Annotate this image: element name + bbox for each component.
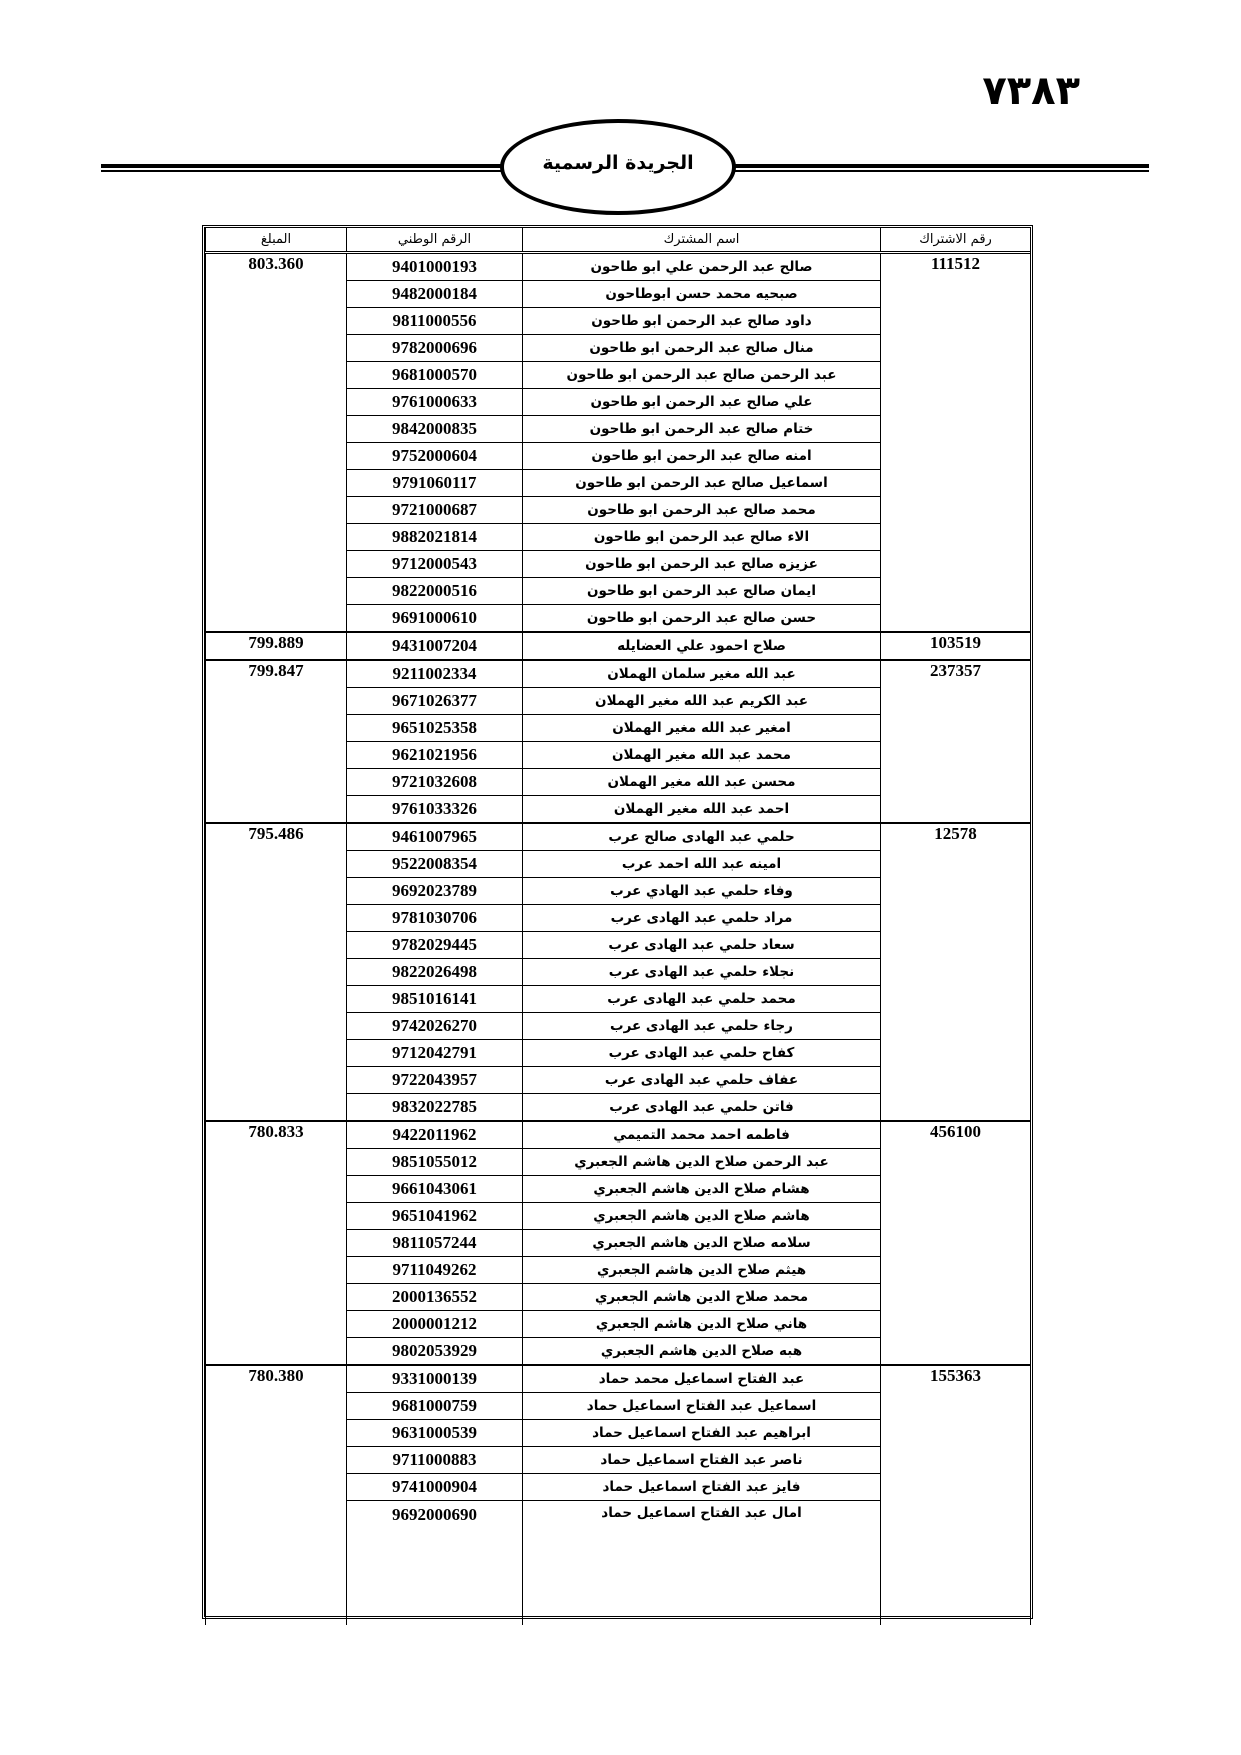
table-row bbox=[206, 253, 1031, 281]
subscription-number: 237357 bbox=[881, 660, 1031, 823]
national-id: 9811000556 bbox=[347, 308, 523, 335]
national-id: 9802053929 bbox=[347, 1338, 523, 1366]
page-number: ٧٣٨٣ bbox=[982, 68, 1080, 114]
national-id: 9331000139 bbox=[347, 1365, 523, 1393]
header-name: اسم المشترك bbox=[523, 228, 881, 253]
subscriber-name: الاء صالح عبد الرحمن ابو طاحون bbox=[523, 524, 881, 551]
table-header-row bbox=[206, 228, 1031, 253]
national-id: 9782000696 bbox=[347, 335, 523, 362]
national-id: 2000001212 bbox=[347, 1311, 523, 1338]
subscriber-name: مراد حلمي عبد الهادى عرب bbox=[523, 905, 881, 932]
national-id: 9631000539 bbox=[347, 1420, 523, 1447]
header-oval bbox=[500, 119, 736, 215]
national-id: 9422011962 bbox=[347, 1121, 523, 1149]
subscriber-name: وفاء حلمي عبد الهادي عرب bbox=[523, 878, 881, 905]
subscriber-name: عبد الكريم عبد الله مغير الهملان bbox=[523, 688, 881, 715]
national-id: 9722043957 bbox=[347, 1067, 523, 1094]
subscription-number: 103519 bbox=[881, 632, 1031, 660]
header-national-id: الرقم الوطني bbox=[347, 228, 523, 253]
header-subscription: رقم الاشتراك bbox=[881, 228, 1031, 253]
amount: 799.889 bbox=[206, 632, 347, 660]
national-id: 9782029445 bbox=[347, 932, 523, 959]
national-id: 9692023789 bbox=[347, 878, 523, 905]
national-id: 9721032608 bbox=[347, 769, 523, 796]
national-id: 9461007965 bbox=[347, 823, 523, 851]
subscriber-name: هبه صلاح الدين هاشم الجعبري bbox=[523, 1338, 881, 1366]
subscriber-name: صلاح احمود علي العضايله bbox=[523, 632, 881, 660]
national-id: 9832022785 bbox=[347, 1094, 523, 1122]
subscriber-name: محمد صالح عبد الرحمن ابو طاحون bbox=[523, 497, 881, 524]
national-id: 9711000883 bbox=[347, 1447, 523, 1474]
subscriber-name: علي صالح عبد الرحمن ابو طاحون bbox=[523, 389, 881, 416]
subscriber-name: ايمان صالح عبد الرحمن ابو طاحون bbox=[523, 578, 881, 605]
national-id: 9882021814 bbox=[347, 524, 523, 551]
national-id: 9752000604 bbox=[347, 443, 523, 470]
subscriber-name: احمد عبد الله مغير الهملان bbox=[523, 796, 881, 824]
table-row bbox=[206, 1121, 1031, 1149]
subscriber-name: عفاف حلمي عبد الهادى عرب bbox=[523, 1067, 881, 1094]
subscription-number: 111512 bbox=[881, 253, 1031, 633]
national-id: 9211002334 bbox=[347, 660, 523, 688]
national-id: 9742026270 bbox=[347, 1013, 523, 1040]
national-id: 9651041962 bbox=[347, 1203, 523, 1230]
subscriber-name: صبحيه محمد حسن ابوطاحون bbox=[523, 281, 881, 308]
subscriber-name: امغير عبد الله مغير الهملان bbox=[523, 715, 881, 742]
national-id: 9482000184 bbox=[347, 281, 523, 308]
national-id: 2000136552 bbox=[347, 1284, 523, 1311]
amount: 780.833 bbox=[206, 1121, 347, 1365]
subscriber-name: فاتن حلمي عبد الهادى عرب bbox=[523, 1094, 881, 1122]
national-id: 9431007204 bbox=[347, 632, 523, 660]
subscriber-name: اسماعيل صالح عبد الرحمن ابو طاحون bbox=[523, 470, 881, 497]
table-row bbox=[206, 632, 1031, 660]
subscriber-name: ناصر عبد الفتاح اسماعيل حماد bbox=[523, 1447, 881, 1474]
national-id: 9822026498 bbox=[347, 959, 523, 986]
amount: 803.360 bbox=[206, 253, 347, 633]
national-id: 9692000690 bbox=[347, 1501, 523, 1626]
national-id: 9681000759 bbox=[347, 1393, 523, 1420]
gazette-title: الجريدة الرسمية bbox=[542, 152, 694, 174]
subscriber-name: فاطمه احمد محمد التميمي bbox=[523, 1121, 881, 1149]
national-id: 9761000633 bbox=[347, 389, 523, 416]
subscriber-name: هاني صلاح الدين هاشم الجعبري bbox=[523, 1311, 881, 1338]
national-id: 9401000193 bbox=[347, 253, 523, 281]
subscription-number: 155363 bbox=[881, 1365, 1031, 1625]
subscriber-name: هشام صلاح الدين هاشم الجعبري bbox=[523, 1176, 881, 1203]
amount: 780.380 bbox=[206, 1365, 347, 1625]
subscription-number: 456100 bbox=[881, 1121, 1031, 1365]
subscriber-name: سلامه صلاح الدين هاشم الجعبري bbox=[523, 1230, 881, 1257]
table-body bbox=[206, 253, 1031, 1626]
subscriber-name: حلمي عبد الهادى صالح عرب bbox=[523, 823, 881, 851]
subscriber-name: عبد الفتاح اسماعيل محمد حماد bbox=[523, 1365, 881, 1393]
table-row bbox=[206, 660, 1031, 688]
national-id: 9671026377 bbox=[347, 688, 523, 715]
subscriber-name: داود صالح عبد الرحمن ابو طاحون bbox=[523, 308, 881, 335]
subscriber-name: محمد صلاح الدين هاشم الجعبري bbox=[523, 1284, 881, 1311]
subscriber-name: كفاح حلمي عبد الهادى عرب bbox=[523, 1040, 881, 1067]
subscriber-name: عبد الله مغير سلمان الهملان bbox=[523, 660, 881, 688]
national-id: 9712000543 bbox=[347, 551, 523, 578]
subscriber-name: امينه عبد الله احمد عرب bbox=[523, 851, 881, 878]
subscriber-name: نجلاء حلمي عبد الهادى عرب bbox=[523, 959, 881, 986]
subscriber-name: عزيزه صالح عبد الرحمن ابو طاحون bbox=[523, 551, 881, 578]
subscriber-name: منال صالح عبد الرحمن ابو طاحون bbox=[523, 335, 881, 362]
subscriber-name: عبد الرحمن صالح عبد الرحمن ابو طاحون bbox=[523, 362, 881, 389]
national-id: 9661043061 bbox=[347, 1176, 523, 1203]
national-id: 9851016141 bbox=[347, 986, 523, 1013]
table-row bbox=[206, 823, 1031, 851]
subscribers-table-frame bbox=[202, 225, 1033, 1619]
subscriber-name: اسماعيل عبد الفتاح اسماعيل حماد bbox=[523, 1393, 881, 1420]
subscriber-name: صالح عبد الرحمن علي ابو طاحون bbox=[523, 253, 881, 281]
amount: 799.847 bbox=[206, 660, 347, 823]
subscriber-name: حسن صالح عبد الرحمن ابو طاحون bbox=[523, 605, 881, 633]
national-id: 9621021956 bbox=[347, 742, 523, 769]
subscriber-name: محمد حلمي عبد الهادى عرب bbox=[523, 986, 881, 1013]
subscription-number: 12578 bbox=[881, 823, 1031, 1121]
table-row bbox=[206, 1365, 1031, 1393]
national-id: 9651025358 bbox=[347, 715, 523, 742]
subscriber-name: عبد الرحمن صلاح الدين هاشم الجعبري bbox=[523, 1149, 881, 1176]
national-id: 9712042791 bbox=[347, 1040, 523, 1067]
subscriber-name: هيثم صلاح الدين هاشم الجعبري bbox=[523, 1257, 881, 1284]
national-id: 9681000570 bbox=[347, 362, 523, 389]
national-id: 9791060117 bbox=[347, 470, 523, 497]
national-id: 9741000904 bbox=[347, 1474, 523, 1501]
national-id: 9811057244 bbox=[347, 1230, 523, 1257]
national-id: 9711049262 bbox=[347, 1257, 523, 1284]
national-id: 9522008354 bbox=[347, 851, 523, 878]
national-id: 9822000516 bbox=[347, 578, 523, 605]
subscriber-name: رجاء حلمي عبد الهادى عرب bbox=[523, 1013, 881, 1040]
national-id: 9842000835 bbox=[347, 416, 523, 443]
subscriber-name: ختام صالح عبد الرحمن ابو طاحون bbox=[523, 416, 881, 443]
header-amount: المبلغ bbox=[206, 228, 347, 253]
subscriber-name: محسن عبد الله مغير الهملان bbox=[523, 769, 881, 796]
subscriber-name: محمد عبد الله مغير الهملان bbox=[523, 742, 881, 769]
subscriber-name: سعاد حلمي عبد الهادى عرب bbox=[523, 932, 881, 959]
subscriber-name: امال عبد الفتاح اسماعيل حماد bbox=[523, 1501, 881, 1626]
national-id: 9851055012 bbox=[347, 1149, 523, 1176]
subscriber-name: فايز عبد الفتاح اسماعيل حماد bbox=[523, 1474, 881, 1501]
subscriber-name: هاشم صلاح الدين هاشم الجعبري bbox=[523, 1203, 881, 1230]
subscriber-name: امنه صالح عبد الرحمن ابو طاحون bbox=[523, 443, 881, 470]
national-id: 9781030706 bbox=[347, 905, 523, 932]
subscribers-table bbox=[205, 228, 1031, 1625]
national-id: 9761033326 bbox=[347, 796, 523, 824]
national-id: 9691000610 bbox=[347, 605, 523, 633]
subscriber-name: ابراهيم عبد الفتاح اسماعيل حماد bbox=[523, 1420, 881, 1447]
amount: 795.486 bbox=[206, 823, 347, 1121]
national-id: 9721000687 bbox=[347, 497, 523, 524]
